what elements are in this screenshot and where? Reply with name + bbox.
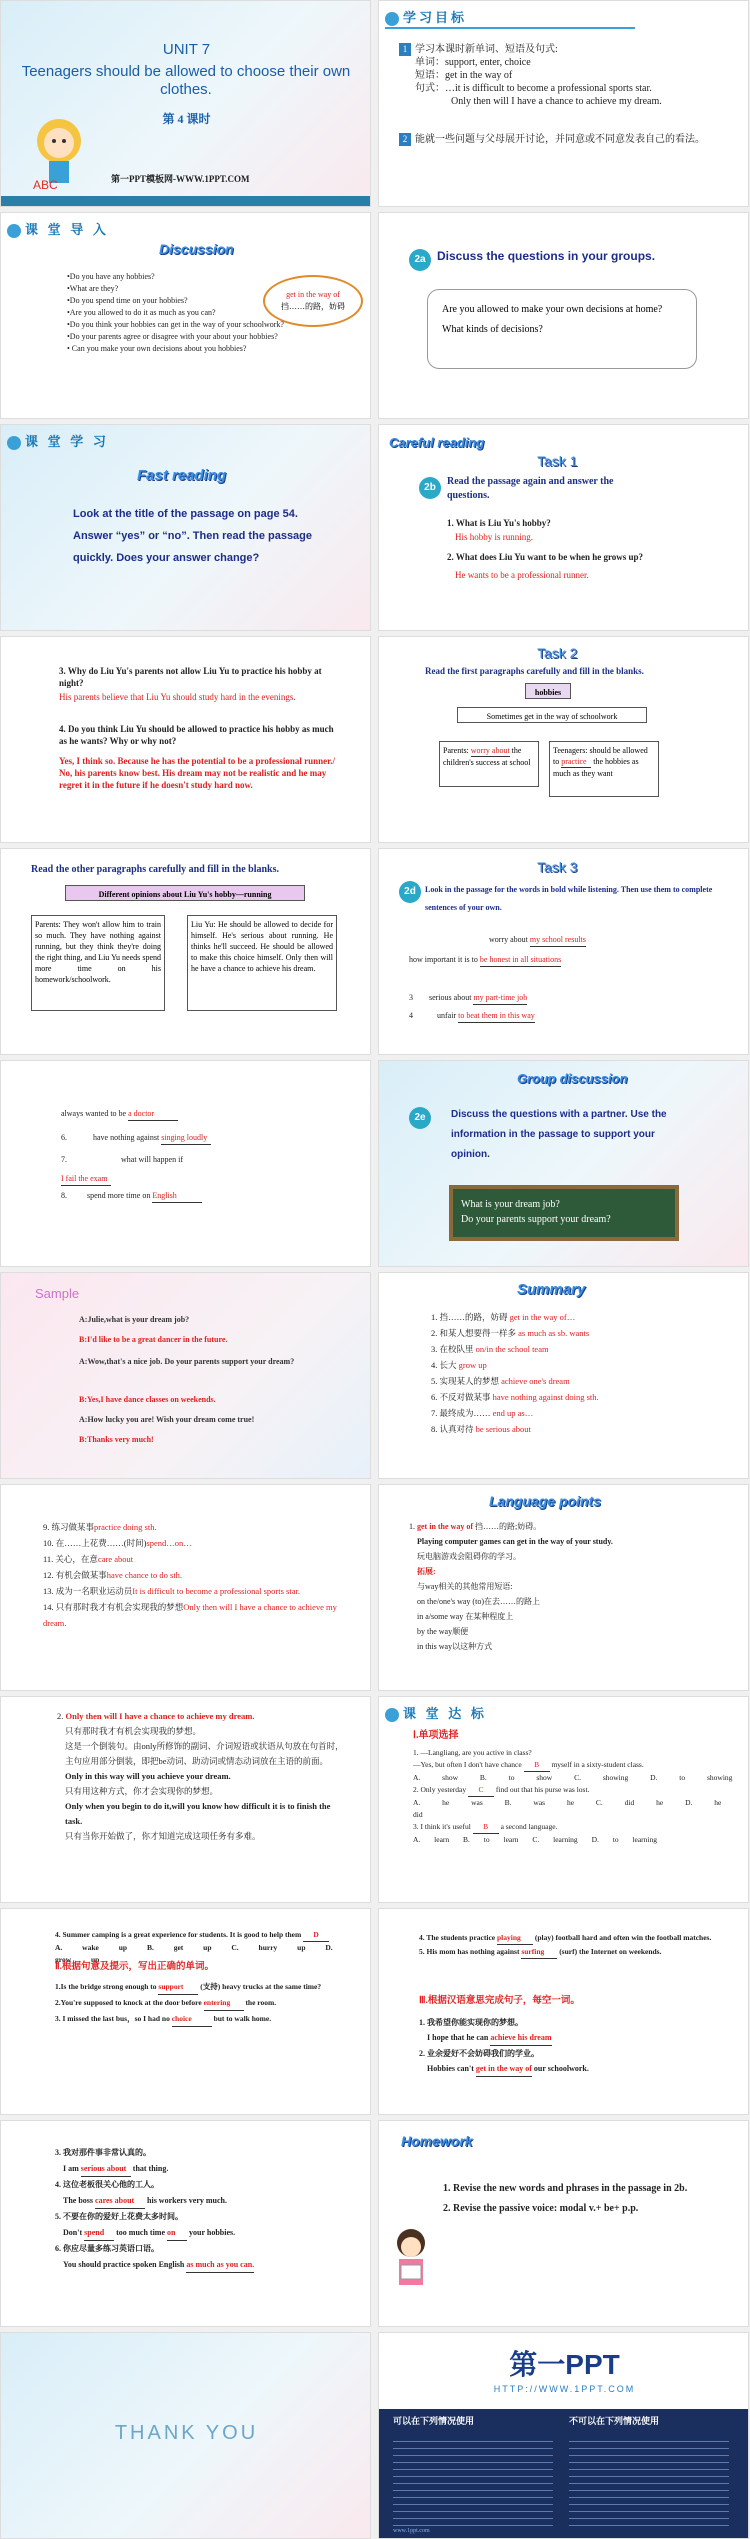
bullet-circle-icon (7, 436, 21, 450)
summary-list-2: 9. 练习做某事practice doing sth. 10. 在……上花费……(时间)spend…on… 11. 关心，在意care about 12. 有机会做某事have chance to do sth. 13. 成为一名职业运动员It is difficult to become a professional sports star. 14. 只有那时我才有机会实现我的梦想Only then will I have a chance to achieve my dream. (43, 1522, 337, 1628)
translate-sentences-cont: 3. 我对那件事非常认真的。 I am serious about that thing. 4. 这位老板很关心他的工人。 The boss cares about his workers very much. 5. 不要在你的爱好上花费太多时间。 Don't spend too much time on your hobbies. 6. 你应尽量多练习英语口语。 You should practice spoken English as much as you can. (55, 2145, 355, 2273)
fill-words: 1.Is the bridge strong enough to support (支持) heavy trucks at the same time? 2.You're supposed to knock at the door before entering the room. 3. I missed the last bus，so I had no choice but to walk home. (55, 1979, 345, 2027)
intro-header: 课 堂 导 入 (7, 219, 109, 238)
dialog-line-4: B:Yes,I have dance classes on weekends. (79, 1395, 216, 1404)
opinions-heading: Different opinions about Liu Yu's hobby—running (65, 885, 305, 901)
task-2-label: Task 2 (537, 645, 578, 661)
unit-label: UNIT 7 (162, 41, 211, 58)
task-3-label: Task 3 (537, 859, 578, 875)
answer-3: His parents believe that Liu Yu should study hard in the evenings. (59, 692, 296, 702)
slide-1-title (0, 0, 371, 207)
lesson-title: Teenagers should be allowed to choose their own clothes. (21, 63, 351, 98)
svg-text:ABC: ABC (33, 178, 58, 192)
slide-10-task3 (378, 848, 749, 1055)
cartoon-girl-icon (29, 113, 89, 193)
discussion-wordart: Discussion (159, 241, 234, 257)
slide-13-sample (0, 1272, 371, 1479)
task-1-label: Task 1 (537, 453, 578, 469)
question-3: 3. Why do Liu Yu's parents not allow Liu Yu to practice his hobby at night? (59, 666, 322, 688)
task-1-a1: His hobby is running. (455, 532, 534, 542)
info-lines-right (569, 2435, 729, 2531)
slide-17-inversion (0, 1696, 371, 1903)
question-box: Are you allowed to make your own decisions at home? What kinds of decisions? (427, 289, 697, 369)
point-2: 2. Only then will I have a chance to achieve my dream. 只有那时我才有机会实现我的梦想。 这是一个倒装句。由only所修饰的副词、介词短语或状语从句放在句首时，主句应用部分倒装，即把be动词、助动词或情态动词放在主语的前面。 Only in this way will you achieve your dream. 只有用这种方式，你才会实现你的梦想。 Only when you begin to do it,will you know how difficult it is to finish the task. 只有当你开始做了，你才知道完成这项任务有多难。 (57, 1711, 344, 1841)
sentence-8: 8. spend more time on English (61, 1189, 202, 1203)
slide-16-language-points (378, 1484, 749, 1691)
teenagers-box: Teenagers: should be allowed to practice the hobbies as much as they want (549, 741, 659, 797)
not-allowed-heading: 不可以在下列情况使用 (569, 2416, 660, 2426)
slide-6-task1 (378, 424, 749, 631)
exercise-header: 课 堂 达 标 (385, 1703, 487, 1722)
sentence-5: always wanted to be a doctor (61, 1107, 178, 1121)
dialog-line-3: A:Wow,that's a nice job. Do your parents support your dream? (79, 1357, 295, 1366)
slide-12-group-discussion (378, 1060, 749, 1267)
dialog-line-2: B:I'd like to be a great dancer in the future. (79, 1335, 228, 1344)
task-3-instruction: Look in the passage for the words in bold while listening. Then use them to complete sentences of your own. (425, 885, 713, 912)
translate-sentences: 1. 我希望你能实现你的梦想。 I hope that he can achieve his dream 2. 业余爱好不会妨碍我们的学业。 Hobbies can't get in the way of our schoolwork. (419, 2015, 719, 2077)
slide-15-summary-cont (0, 1484, 371, 1691)
careful-reading-wordart: Careful reading (389, 435, 485, 450)
hobbies-box: hobbies (525, 683, 571, 699)
goal-1: 1 学习本课时新单词、短语及句式: 单词：support, enter, choice 短语：get in the way of 句式：…it is difficult to become a professional sports star. Only then will I have a chance to achieve my dream. (399, 43, 739, 108)
thank-you-text: THANK YOU (114, 2422, 259, 2444)
group-discussion-wordart: Group discussion (517, 1071, 628, 1086)
slide-18-exercise-1 (378, 1696, 749, 1903)
sentence-1: worry about my school results (489, 933, 586, 947)
choice-q4: 4. Summer camping is a great experience for students. It is good to help them D A. wake up B. get up C. hurry up D. grow up (55, 1930, 333, 1964)
group-instruction: Discuss the questions with a partner. Use the information in the passage to support your opinion. (451, 1109, 667, 1160)
parents-box: Parents: worry about the children's success at school (439, 741, 539, 787)
goal-2: 2 能就一些问题与父母展开讨论，并同意或不同意发表自己的看法。 (399, 133, 729, 146)
slide-14-summary (378, 1272, 749, 1479)
objectives-header: 学习目标 (385, 7, 467, 26)
allowed-heading: 可以在下列情况使用 (393, 2416, 475, 2426)
fast-reading-instruction: Look at the title of the passage on page 54. Answer “yes” or “no”. Then read the passage quickly. Does your answer change? (73, 508, 313, 564)
homework-list: 1. Revise the new words and phrases in the passage in 2b. 2. Revise the passive voice: modal v.+ be+ p.p. (443, 2183, 688, 2214)
slide-5-fast-reading (0, 424, 371, 631)
task-2-instruction: Read the first paragraphs carefully and fill in the blanks. (425, 666, 644, 676)
task-1-q1: 1. What is Liu Yu's hobby? (447, 518, 551, 528)
language-points-wordart: Language points (489, 1493, 601, 1509)
homework-wordart: Homework (401, 2133, 473, 2149)
slide-21-exercise-4 (0, 2120, 371, 2327)
task-1-a2: He wants to be a professional runner. (455, 570, 589, 580)
sentence-4: 4 unfair to beat them in this way (409, 1009, 535, 1023)
slide-9-opinions (0, 848, 371, 1055)
fast-reading-wordart: Fast reading (137, 467, 227, 484)
summary-wordart: Summary (517, 1281, 586, 1298)
sentence-2: how important it is to be honest in all situations (409, 953, 709, 967)
slide-24-brand (378, 2332, 749, 2539)
schoolwork-box: Sometimes get in the way of schoolwork (457, 707, 647, 723)
sentence-3: 3 serious about my part-time job (409, 991, 527, 1005)
liu-yu-opinion: Liu Yu: He should be allowed to decide for himself. He's serious about running. He thinks he'll succeed. He should be allowed to make this choice himself. Only then will he have a chance to achieve his dream. (187, 915, 337, 1011)
slide-8-task2 (378, 636, 749, 843)
point-1: 1. get in the way of 挡……的路;妨碍。 Playing computer games can get in the way of your study. 玩电脑游戏会阻碍你的学习。 拓展: 与way相关的其他常用短语: on the/one's way (to)在去……的路上 in a/some way 在某种程度上 by the way顺便 in this way以这种方式 (409, 1522, 613, 1651)
sample-title: Sample (35, 1286, 80, 1301)
discuss-title: Discuss the questions in your groups. (437, 249, 656, 263)
answer-4: Yes, I think so. Because he has the potential to be a professional runner./ No, his parents know best. His dream may not be realistic and he may regret it in the future if he doesn't study hard now. (59, 756, 336, 790)
site-label: 第一PPT模板网-WWW.1PPT.COM (111, 174, 250, 184)
title-bottom-bar (1, 196, 371, 206)
task-1-q2: 2. What does Liu Yu want to be when he grows up? (447, 552, 644, 562)
chalkboard: What is your dream job? Do your parents support your dream? (449, 1185, 679, 1241)
parents-opinion: Parents: They won't allow him to train so much. They have nothing against running, but they think they're doing the right thing, and Liu Yu needs spend more time on his homework/schoolwork. (31, 915, 165, 1011)
summary-list: 1. 挡……的路，妨碍 get in the way of… 2. 和某人想要得一样多 as much as sb. wants 3. 在校队里 on/in the school team 4. 长大 grow up 5. 实现某人的梦想 achieve one's dream 6. 不反对做某事 have nothing against doing sth. 7. 最终成为…… end up as… 8. 认真对待 be serious about (431, 1312, 599, 1434)
task-1-instruction: Read the passage again and answer the questions. (447, 476, 614, 501)
choice-q1: 1. —Langliang, are you active in class? —Yes, but often I don't have chance B myself in a sixty-student class. A. show B. to show C. showing D. to showing 2. Only yesterday C find out that his purse was lost. A. he was B. was he C. did he D. he did 3. I think it's useful B a second language. A. learn B. to learn C. learning D. to learning (413, 1748, 733, 1844)
thought-cloud: get in the way of 挡……的路，妨碍 (263, 275, 363, 327)
brand-logo: 第一PPT (509, 2349, 620, 2380)
section-fill-words: Ⅱ.根据句意及提示，写出正确的单词。 (55, 1962, 215, 1972)
badge-2d: 2d (399, 881, 421, 903)
slide-2-objectives (378, 0, 749, 207)
sentence-6: 6. have nothing against singing loudly (61, 1131, 211, 1145)
question-4: 4. Do you think Liu Yu should be allowed to practice his hobby as much as he wants? Why or why not? (59, 724, 334, 746)
slide-22-homework (378, 2120, 749, 2327)
dialog-line-5: A:How lucky you are! Wish your dream come true! (79, 1415, 255, 1424)
badge-2a: 2a (409, 249, 431, 271)
question-list: •Do you have any hobbies? •What are they? •Do you spend time on your hobbies? •Are you allowed to do it as much as you can? •Do you think your hobbies can get in the way of your schoolwork? •Do your parents agree or disagree with your about your hobbies? • Can you make your own decisions about you hobbies? (67, 272, 284, 353)
brand-info-panel (379, 2409, 749, 2539)
section-single-choice: Ⅰ.单项选择 (413, 1730, 459, 1741)
dialog-line-6: B:Thanks very much! (79, 1435, 154, 1444)
opinions-instruction: Read the other paragraphs carefully and fill in the blanks. (31, 864, 279, 875)
brand-url: HTTP://WWW.1PPT.COM (493, 2384, 636, 2394)
sentence-7: 7. what will happen if I fail the exam (61, 1153, 321, 1186)
slide-20-exercise-3 (378, 1908, 749, 2115)
slide-19-exercise-2 (0, 1908, 371, 2115)
badge-2e: 2e (409, 1107, 431, 1129)
period-label: 第 4 课时 (162, 112, 211, 126)
dialog-line-1: A:Julie,what is your dream job? (79, 1315, 190, 1324)
study-header: 课 堂 学 习 (7, 431, 109, 450)
slide-4-discuss (378, 212, 749, 419)
student-cartoon-icon (389, 2225, 433, 2301)
site-link[interactable]: www.1ppt.com (393, 2528, 430, 2534)
bullet-circle-icon (7, 224, 21, 238)
section-translate: Ⅲ.根据汉语意思完成句子，每空一词。 (419, 1996, 580, 2006)
header-underline (385, 27, 635, 29)
fill-words-cont: 4. The students practice playing (play) football hard and often win the football matches. 5. His mom has nothing against surfing (surf) the Internet on weekends. (419, 1931, 719, 1959)
slide-11-sentences (0, 1060, 371, 1267)
bullet-circle-icon (385, 1708, 399, 1722)
slide-23-thanks (0, 2332, 371, 2539)
bullet-circle-icon (385, 12, 399, 26)
badge-2b: 2b (419, 477, 441, 499)
info-lines-left (393, 2435, 553, 2531)
slide-7-questions (0, 636, 371, 843)
slide-3-intro (0, 212, 371, 419)
